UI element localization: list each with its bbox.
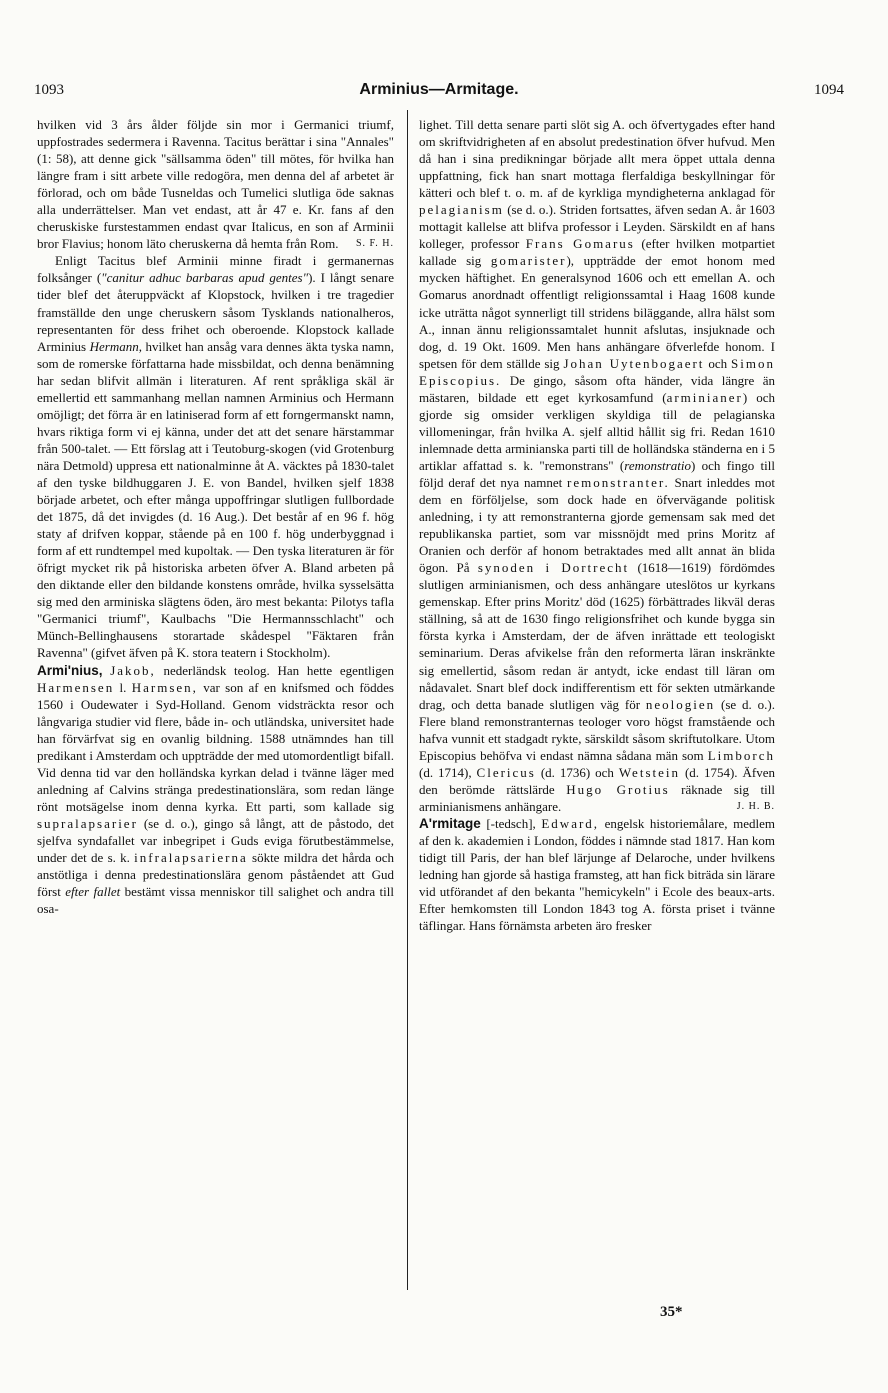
entry-armitage: A'rmitage [-tedsch], Edward, engelsk historiemålare, medlem af den k. akademien i London, föddes i nämnde stad 1817. Han kom tidigt till Paris, der han blef lärjunge af Delaroche, under hvilkens ledning han gjorde så hastiga framsteg, att han fick biträda sin lärare vid utförandet af den bekanta "hemicykeln" i Ecole des beaux-arts. Efter hemkomsten till London 1843 tog A. första priset i tvänne täflingar. Hans förnämsta arbeten äro fresker (419, 815, 775, 934)
page-number-left: 1093 (34, 82, 64, 98)
arminius-jakob-continued-paragraph: lighet. Till detta senare parti slöt sig A. och öfvertygades efter hand om skriftvidrigheten af en absolut predestination öfver hufvud. Men då han i sina predikningar började allt mera öppet uttala denna uppfattning, fick han snart mottaga flerfaldiga beskyllningar för kätteri och blef t. o. m. af de kyrkliga myndigheterna anklagad för pelagianism (se d. o.). Striden fortsattes, äfven sedan A. år 1603 mottagit kallelse att blifva professor i Leyden. Särskildt en af hans kolleger, professor Frans Gomarus (efter hvilken motpartiet kallade sig gomarister), uppträdde der emot honom med mycken häftighet. En generalsynod 1606 och ett emellan A. och Gomarus anordnadt offentligt religionssamtal i Haag 1608 kunde icke uträtta något synnerligt till stridens biläggande, allra hälst som A., innan ännu religionssamtalet hunnit afslutas, insjuknade och dog, d. 19 Okt. 1609. Men hans anhängare öfverlefde honom. I spetsen för dem ställde sig Johan Uytenbogaert och Simon Episcopius. De gingo, såsom ofta händer, vida längre än mästaren, bildade ett eget kyrkosamfund (arminianer) och gjorde sig omsider verkligen skyldiga till de pelagianska villomeningar, från hvilka A. sjelf alltid hållit sig fri. Redan 1610 inlemnade detta arminianska parti till de holländska ständerna en i 5 artiklar affattad s. k. "remonstrans" (remonstratio) och fingo till följd deraf det nya namnet remonstranter. Snart inleddes mot dem en förföljelse, som dock hade en öfvervägande politisk anledning, i ty att remonstranterna gjorde gemensam sak med det republikanska partiet, som var missnöjdt med prins Moritz af Oranien och derför af honom betraktades med allt annat än blida ögon. På synoden i Dortrecht (1618—1619) fördömdes slutligen arminianismen, och dess anhängare uteslötos ur kyrkans gemenskap. Efter prins Moritz' död (1625) förbättrades likväl deras ställning, så att de 1630 fingo religionsfrihet och kunde bygga sin första kyrka i Amsterdam, der de äfven inrättade ett teologiskt seminarium. Deras afvikelse från den reformerta läran inskränkte sig emellertid, såsom redan är antydt, icke endast till läran om nådavalet. Snart blef dock indifferentism ett för sekten utmärkande drag, och detta banade slutligen väg för neologien (se d. o.). Flere bland remonstranternas teologer voro högst framstående och hafva vunnit ett stadgadt rykte, särskildt såsom skriftutolkare. Utom Episcopius behöfva vi endast nämna sådana män som Limborch (d. 1714), Clericus (d. 1736) och Wetstein (d. 1754). Äfven den berömde rättslärde Hugo Grotius räknade sig till arminianismens anhängare. J. H. B. (419, 117, 775, 814)
left-column (37, 116, 394, 917)
right-column (419, 116, 775, 934)
author-signature: S. F. H. (355, 238, 394, 250)
column-divider (407, 110, 408, 1290)
signature-mark: 35* (660, 1304, 683, 1320)
entry-arminius-jakob: Armi'nius, Jakob, nederländsk teolog. Han hette egentligen Harmensen l. Harmsen, var son af en knifsmed och föddes 1560 i Oudewater i Syd-Holland. Genom vidsträckta resor och långvariga studier vid flere, både in- och utländska, universitet hade han förvärfvat sig en ovanlig bildning. 1588 utnämndes han till predikant i Amsterdam och uppträdde der med utomordentligt bifall. Vid denna tid var den holländska kyrkan delad i tvänne läger med anledning af Calvins stränga predestinationslära, som redan länge rönt motsägelse inom denna kyrka. Ett parti, som kallade sig supralapsarier (se d. o.), gingo så långt, att de påstodo, det sjelfva syndafallet var inbegripet i Guds eviga förutbestämmelse, under det de s. k. infralapsarierna sökte mildra det hårda och anstötliga i denna predestinationslära genom påståendet att Gud först efter fallet bestämt vissa menniskor till salighet och andra till osa- (37, 662, 394, 917)
arminius-legacy-paragraph: Enligt Tacitus blef Arminii minne firadt i germanernas folksånger ("canitur adhuc barbaras apud gentes"). I långt senare tider blef det återuppväckt af Klopstock, hvilken i tre tragedier framställde den unge cheruskern såsom Tysklands nationalheros, representanten för dess frihet och oberoende. Klopstock kallade Arminius Hermann, hvilket han ansåg vara dennes äkta tyska namn, som de romerske författarna hade missbildat, och denna benämning har sedan blifvit allmän i literaturen. Af rent språkliga skäl är emellertid ett sammanhang mellan namnen Arminius och Hermann omöjligt; det förra är en latiniserad form af ett forngermanskt namn, hvars riktiga form vi ej känna, under det att det senare härstammar från 500-talet. — Ett förslag att i Teutoburg-skogen (vid Grotenburg nära Detmold) uppresa ett nationalminne åt A. väcktes på 1830-talet af den tyske bildhuggaren J. E. von Bandel, hvilken sjelf 1838 började arbetet, och efter många uppoffringar slutligen fullbordade det 1875, då det invigdes (d. 16 Aug.). Det består af en 96 f. hög staty af drifven koppar, stående på en 100 f. hög underbyggnad i form af ett rundtempel med kupoltak. — Den tyska literaturen är för öfrigt mycket rik på historiska arbeten öfver A. Bland arbeten på den diktande eller den bildande konstens område, hvilka sysselsätta sig med den arminiska slägtens öden, äro mest bekanta: Pilotys tafla "Germanici triumf", Kaulbachs "Die Hermannsschlacht" och Münch-Bellinghausens storartade skådespel "Fäktaren från Ravenna" (gifvet äfven på K. stora teatern i Stockholm). (37, 253, 394, 661)
entry-headword: Armi'nius, (37, 662, 103, 678)
page-header (34, 82, 844, 102)
page-number-right: 1094 (814, 82, 844, 98)
author-signature: J. H. B. (736, 800, 775, 812)
page-title: Arminius—Armitage. (359, 81, 519, 98)
entry-headword: A'rmitage (419, 815, 481, 831)
arminius-continued-paragraph: hvilken vid 3 års ålder följde sin mor i Germanici triumf, uppfostrades sedermera i Ravenna. Tacitus berättar i sina "Annales" (1: 58), att denne gick "sällsamma öden" till mötes, för hvilka han längre fram i sitt arbete ville redogöra, men denna del af arbetet är förlorad, och om både Tusneldas och Tumelici slutliga öde saknas alla underrättelser. Man vet endast, att år 47 e. Kr. fans af den cheruskiske furstestammen endast qvar Italicus, en son af Arminii bror Flavius; honom läto cheruskerna då hemta från Rom. S. F. H. (37, 117, 394, 252)
